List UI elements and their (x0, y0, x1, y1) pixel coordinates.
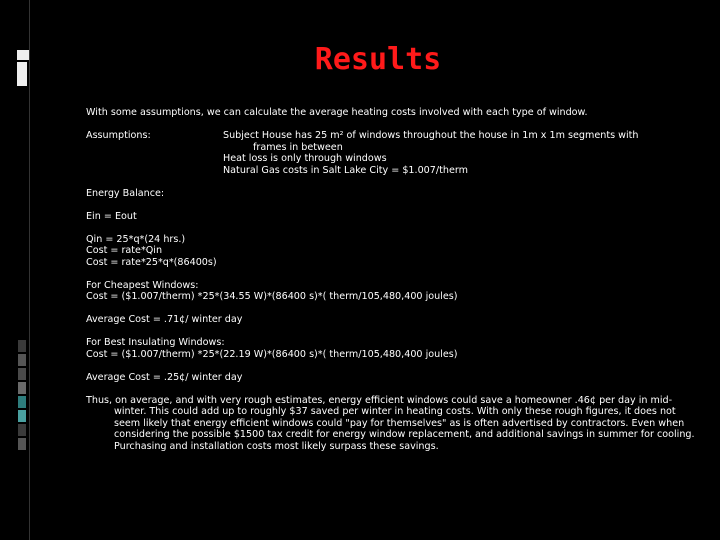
assumption-item: Heat loss is only through windows (223, 153, 387, 164)
sidebar-swatch (18, 410, 26, 422)
cheapest-heading: For Cheapest Windows: (86, 279, 199, 291)
cheapest-average: Average Cost = .71¢/ winter day (86, 314, 243, 325)
energy-line: Cost = rate*25*q*(86400s) (86, 256, 217, 268)
sidebar-swatch (18, 354, 26, 366)
sidebar-swatch (18, 382, 26, 394)
sidebar-swatch (18, 438, 26, 450)
insulating-formula: Cost = ($1.007/therm) *25*(22.19 W)*(86400 s)*( therm/105,480,400 joules) (86, 348, 458, 360)
insulating-average: Average Cost = .25¢/ winter day (86, 371, 243, 383)
sidebar-swatch (18, 396, 26, 408)
assumption-item: Subject House has 25 m² of windows throughout the house in 1m x 1m segments with (223, 130, 639, 141)
slide-body (86, 107, 696, 452)
energy-line: Cost = rate*Qin (86, 245, 163, 256)
insulating-heading: For Best Insulating Windows: (86, 337, 225, 348)
sidebar-line (29, 0, 30, 540)
conclusion-text: Thus, on average, and with very rough estimates, energy efficient windows could save a homeowner .46¢ per day in mid-winter. This could add up to roughly $37 saved per winter in heating costs. With only these rough figures, it does not seem likely that energy efficient windows could "pay for themselves" as is often advertised by contractors. Even when considering the possible $1500 tax credit for energy window replacement, and additional savings in summer for cooling. Purchasing and installation costs most likely surpass these savings. (86, 394, 695, 452)
sidebar-swatch (18, 424, 26, 436)
energy-line: Qin = 25*q*(24 hrs.) (86, 233, 186, 245)
intro-text: With some assumptions, we can calculate the average heating costs involved with each type of window. (86, 107, 588, 118)
assumptions-label: Assumptions: (86, 130, 151, 141)
energy-balance-heading: Energy Balance: (86, 187, 165, 199)
slide-title: Results (314, 42, 442, 77)
assumption-item: frames in between (253, 141, 343, 153)
sidebar-swatch (18, 340, 26, 352)
sidebar-swatches (18, 340, 26, 452)
cheapest-formula: Cost = ($1.007/therm) *25*(34.55 W)*(86400 s)*( therm/105,480,400 joules) (86, 291, 458, 302)
sidebar-swatch (18, 368, 26, 380)
assumption-item: Natural Gas costs in Salt Lake City = $1.007/therm (223, 164, 468, 176)
energy-equation: Ein = Eout (86, 210, 137, 222)
assumptions-block (86, 130, 696, 176)
